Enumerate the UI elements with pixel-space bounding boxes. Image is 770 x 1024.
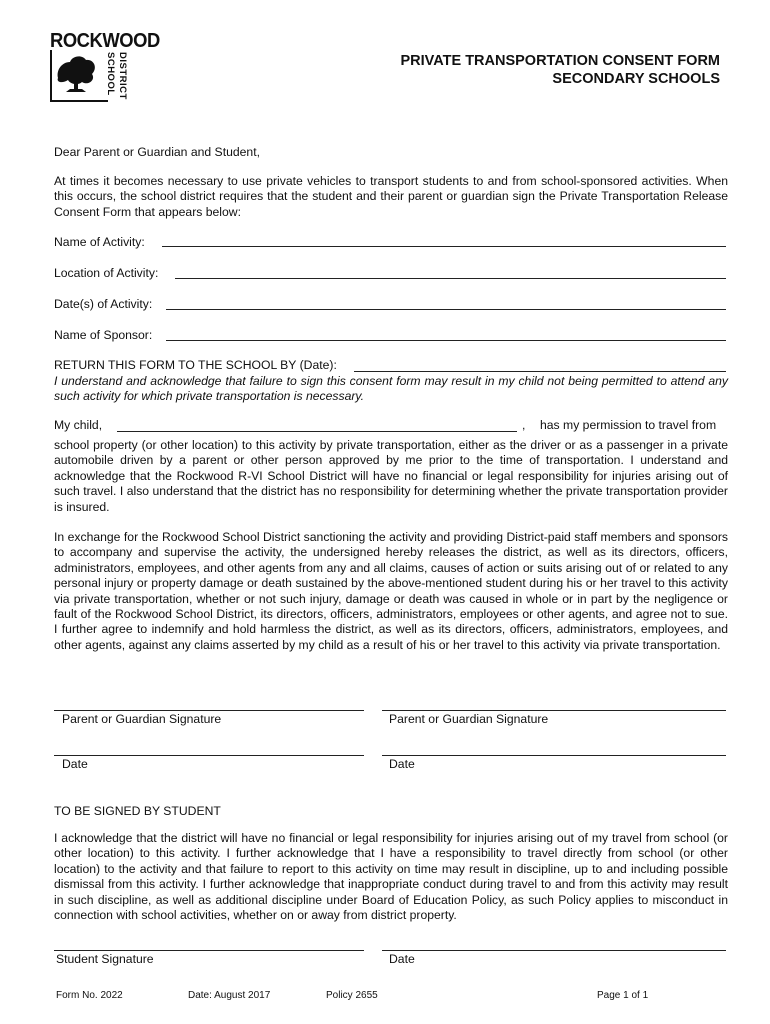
my-child-label: My child, [54,418,103,432]
form-title [400,52,720,88]
activity-dates-label: Date(s) of Activity: [54,297,153,311]
title-line-2: SECONDARY SCHOOLS [552,71,720,87]
sponsor-name-field[interactable] [166,340,726,341]
district-logo-wordmark: ROCKWOOD [50,30,160,52]
title-line-1: PRIVATE TRANSPORTATION CONSENT FORM [400,53,720,69]
parent-signature-line-1[interactable] [54,710,364,711]
student-section-heading: TO BE SIGNED BY STUDENT [54,804,221,818]
release-paragraph: In exchange for the Rockwood School District sanctioning the activity and providing District-paid staff members and sponsors to accompany and supervise the activity, the undersigned hereby releases the district, as well as its directors, officers, administrators, employees, and other agents from any and all claims, causes of action or suits arising out of or related to any personal injury or property damage or death sustained by the above-mentioned student during his or her travel to this activity via private transportation, whether or not such injury, damage or death was caused in whole or in part by the negligence or fault of the Rockwood School District, its directors, officers, administrators, employees or other agents, and agree not to sue. I further agree to indemnify and hold harmless the district, as well as its directors, officers, administrators, employees, and other agents, against any claims asserted by my child as a result of his or her travel to this activity via private transportation. [54,530,728,652]
parent-signature-line-2[interactable] [382,710,726,711]
date-line-1[interactable] [54,755,364,756]
logo-school-text: SCHOOL [105,52,116,96]
greeting: Dear Parent or Guardian and Student, [54,145,260,159]
date-label-2: Date [389,757,415,771]
parent-signature-label-2: Parent or Guardian Signature [389,712,549,726]
activity-location-label: Location of Activity: [54,266,159,280]
date-label-1: Date [62,757,88,771]
activity-dates-field[interactable] [166,309,726,310]
date-line-2[interactable] [382,755,726,756]
consent-warning: I understand and acknowledge that failure to sign this consent form may result in my child not being permitted to attend any such activity for which private transportation is necessary. [54,374,728,404]
permission-paragraph: school property (or other location) to this activity by private transportation, either as the driver or as a passenger in a private automobile driven by a parent or other person approved by me prior to the time of transportation. I understand and acknowledge that the Rockwood R-VI School District will have no financial or legal responsibility for injuries arising out of such travel. I also understand that the district has no responsibility for determining whether the private transportation provider is insured. [54,438,728,514]
footer-form-number: Form No. 2022 [56,990,123,1001]
intro-paragraph: At times it becomes necessary to use private vehicles to transport students to and from school-sponsored activities. When this occurs, the school district requires that the student and their parent or guardian sign the Private Transportation Release Consent Form that appears below: [54,174,728,219]
footer-policy: Policy 2655 [326,990,378,1001]
has-permission-text: has my permission to travel from [540,418,717,432]
parent-signature-label-1: Parent or Guardian Signature [62,712,222,726]
footer-date: Date: August 2017 [188,990,271,1001]
logo-district-text: DISTRICT [117,52,128,100]
student-signature-label: Student Signature [56,952,154,966]
tree-icon [52,50,102,96]
student-date-label: Date [389,952,415,966]
district-logo-frame [50,50,108,102]
child-name-field[interactable] [117,431,517,432]
return-date-label: RETURN THIS FORM TO THE SCHOOL BY (Date): [54,358,337,372]
footer-page-number: Page 1 of 1 [597,990,649,1001]
sponsor-name-label: Name of Sponsor: [54,328,153,342]
comma: , [522,418,526,432]
student-acknowledgement: I acknowledge that the district will have no financial or legal responsibility for injuries arising out of my travel from school (or other location) to this activity. I further acknowledge that I have a responsibility to travel directly from school (or other location) to the activity and that failure to report to this activity on time may result in discipline, up to and including possible dismissal from this activity. I further acknowledge that inappropriate conduct during travel to and from this activity may result in such discipline, as well as additional discipline under Board of Education Policy, as such Policy applies to misconduct in connection with school activities, whether on or away from district property. [54,831,728,923]
district-logo-vertical-text [104,52,134,102]
student-date-line[interactable] [382,950,726,951]
activity-location-field[interactable] [175,278,726,279]
student-signature-line[interactable] [54,950,364,951]
activity-name-field[interactable] [162,246,726,247]
return-date-field[interactable] [354,371,726,372]
activity-name-label: Name of Activity: [54,235,145,249]
